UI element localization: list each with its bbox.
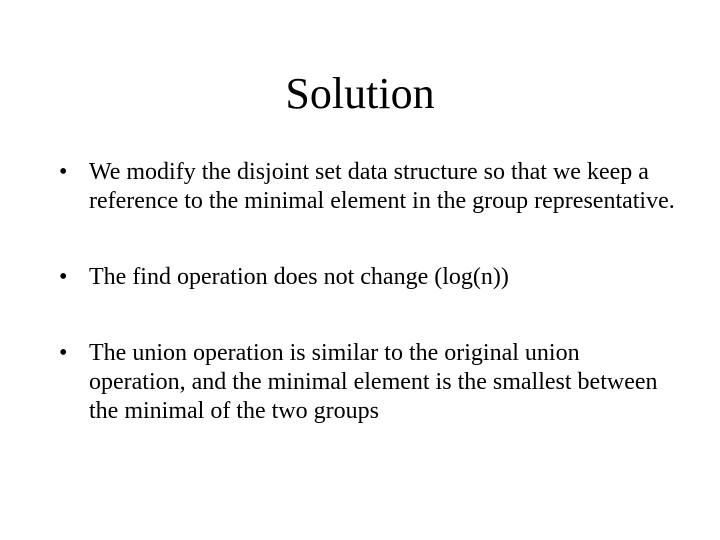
bullet-text: The find operation does not change (log(n)) — [89, 264, 509, 290]
bullet-list — [59, 158, 679, 426]
bullet-icon: • — [59, 159, 68, 185]
bullet-item-disjoint-set — [59, 158, 679, 216]
bullet-icon: • — [59, 340, 68, 366]
bullet-icon: • — [59, 264, 68, 290]
bullet-item-union-operation — [59, 339, 679, 426]
bullet-text: The union operation is similar to the original union operation, and the minimal element is the smallest between the minimal of the two groups — [89, 340, 658, 424]
slide-title: Solution — [285, 69, 435, 118]
bullet-item-find-operation — [59, 263, 679, 292]
bullet-text: We modify the disjoint set data structure so that we keep a reference to the minimal element in the group representative. — [89, 159, 675, 214]
